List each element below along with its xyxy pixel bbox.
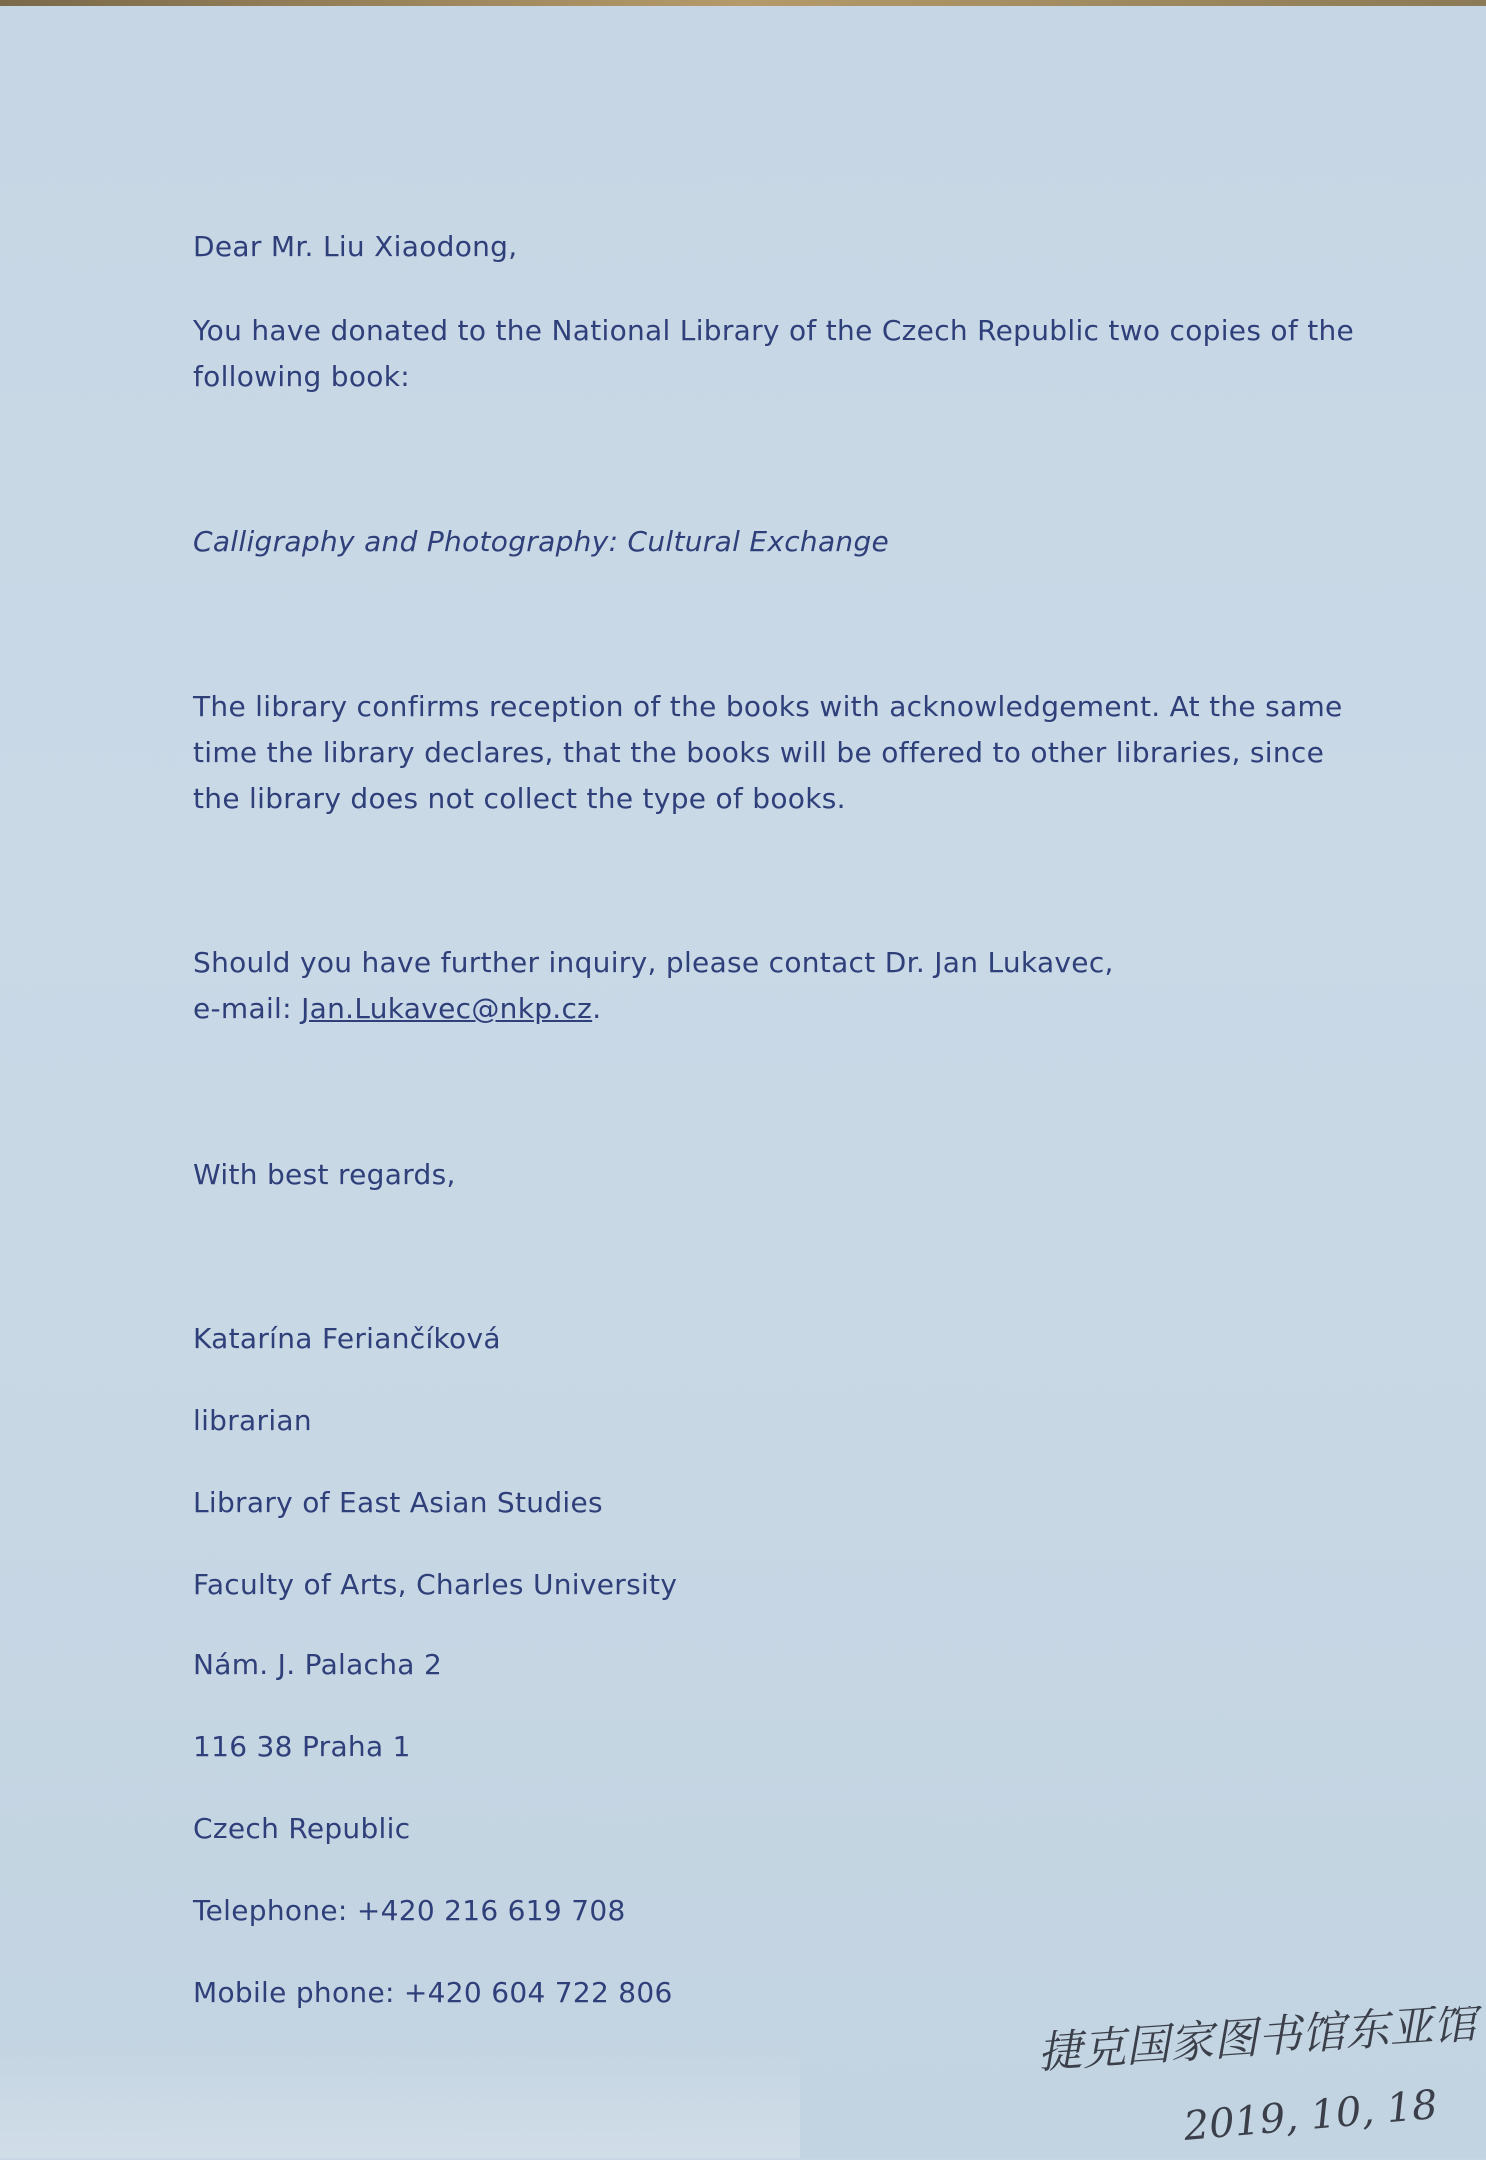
email-suffix: .: [592, 992, 602, 1025]
paper-fold-highlight: [0, 2038, 800, 2158]
email-link[interactable]: Jan.Lukavec@nkp.cz: [301, 992, 593, 1025]
body-line-3: the library does not collect the type of books.: [193, 782, 846, 815]
signature-street: Nám. J. Palacha 2: [193, 1648, 443, 1681]
signature-mobile: Mobile phone: +420 604 722 806: [193, 1976, 673, 2009]
body-line-1: The library confirms reception of the books with acknowledgement. At the same: [193, 690, 1343, 723]
handwritten-note-drawing: [1035, 2006, 1485, 2156]
body-line-2: time the library declares, that the books will be offered to other libraries, since: [193, 736, 1325, 769]
book-title: Calligraphy and Photography: Cultural Exchange: [193, 525, 890, 558]
contact-email-line: [193, 986, 601, 1032]
salutation: Dear Mr. Liu Xiaodong,: [193, 230, 518, 263]
signature-country: Czech Republic: [193, 1812, 411, 1845]
closing: With best regards,: [193, 1158, 456, 1191]
intro-line-2: following book:: [193, 360, 410, 393]
signature-faculty: Faculty of Arts, Charles University: [193, 1568, 678, 1601]
signature-telephone: Telephone: +420 216 619 708: [193, 1894, 626, 1927]
intro-line-1: You have donated to the National Library of the Czech Republic two copies of the: [193, 314, 1355, 347]
email-prefix: e-mail:: [193, 992, 302, 1025]
signature-position: librarian: [193, 1404, 312, 1437]
letter-page: [0, 6, 1486, 2158]
handwritten-note-line-2: 2019, 10, 18: [1181, 2081, 1440, 2150]
signature-department: Library of East Asian Studies: [193, 1486, 603, 1519]
contact-line: Should you have further inquiry, please contact Dr. Jan Lukavec,: [193, 946, 1114, 979]
signature-name: Katarína Feriančíková: [193, 1322, 501, 1355]
signature-city: 116 38 Praha 1: [193, 1730, 411, 1763]
handwritten-note: [1035, 2006, 1485, 2156]
handwritten-note-line-1: 捷克国家图书馆东亚馆: [1036, 2006, 1479, 2079]
